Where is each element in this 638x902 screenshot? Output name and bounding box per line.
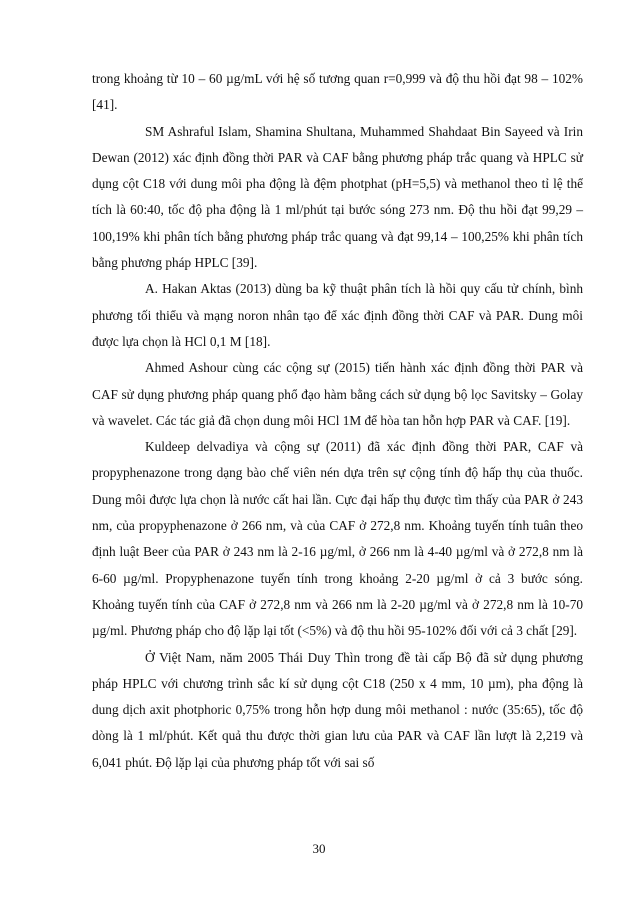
paragraph-delvadiya-2011: Kuldeep delvadiya và cộng sự (2011) đã xác định đồng thời PAR, CAF và propyphenazone trong dạng bào chế viên nén dựa trên sự cộng tính độ hấp thụ của thuốc. Dung môi được lựa chọn là nước cất hai lần. Cực đại hấp thụ được tìm thấy của PAR ở 243 nm, của propyphenazone ở 266 nm, và của CAF ở 272,8 nm. Khoảng tuyến tính tuân theo định luật Beer của PAR ở 243 nm là 2-16 µg/ml, ở 266 nm là 4-40 µg/ml và ở 272,8 nm là 6-60 µg/ml. Propyphenazone tuyến tính trong khoảng 2-20 µg/ml ở cả 3 bước sóng. Khoảng tuyến tính của CAF ở 272,8 nm và 266 nm là 2-20 µg/ml và ở 272,8 nm là 10-70 µg/ml. Phương pháp cho độ lặp lại tốt (<5%) và độ thu hồi 95-102% đối với cả 3 chất [29]. <box>92 439 583 639</box>
paragraph-continuation: trong khoảng từ 10 – 60 µg/mL với hệ số tương quan r=0,999 và độ thu hồi đạt 98 – 102% [41]. <box>92 71 583 113</box>
paragraph-ashour-2015: Ahmed Ashour cùng các cộng sự (2015) tiến hành xác định đồng thời PAR và CAF sử dụng phương pháp quang phổ đạo hàm bằng cách sử dụng bộ lọc Savitsky – Golay và wavelet. Các tác giả đã chọn dung môi HCl 1M để hòa tan hỗn hợp PAR và CAF. [19]. <box>92 360 583 428</box>
page-number: 30 <box>312 841 326 856</box>
paragraph-vietnam-2005: Ở Việt Nam, năm 2005 Thái Duy Thìn trong đề tài cấp Bộ đã sử dụng phương pháp HPLC với chương trình sắc kí sử dụng cột C18 (250 x 4 mm, 10 µm), pha động là dung dịch axit photphoric 0,75% trong hỗn hợp dung môi methanol : nước (35:65), tốc độ dòng là 1 ml/phút. Kết quả thu được thời gian lưu của PAR và CAF lần lượt là 2,219 và 6,041 phút. Độ lặp lại của phương pháp tốt với sai số <box>92 649 583 770</box>
paragraph-islam-2012: SM Ashraful Islam, Shamina Shultana, Muhammed Shahdaat Bin Sayeed và Irin Dewan (2012) xác định đồng thời PAR và CAF bằng phương pháp trắc quang và HPLC sử dụng cột C18 với dung môi pha động là đệm photphat (pH=5,5) và methanol theo tỉ lệ thể tích là 60:40, tốc độ pha động là 1 ml/phút tại bước sóng 273 nm. Độ thu hồi đạt 99,29 – 100,19% khi phân tích bằng phương pháp trắc quang và đạt 99,14 – 100,25% khi phân tích bằng phương pháp HPLC [39]. <box>92 123 583 271</box>
paragraph-aktas-2013: A. Hakan Aktas (2013) dùng ba kỹ thuật phân tích là hồi quy cấu tử chính, bình phương tối thiểu và mạng noron nhân tạo để xác định đồng thời CAF và PAR. Dung môi được lựa chọn là HCl 0,1 M [18]. <box>92 281 583 349</box>
body-text <box>92 66 583 776</box>
